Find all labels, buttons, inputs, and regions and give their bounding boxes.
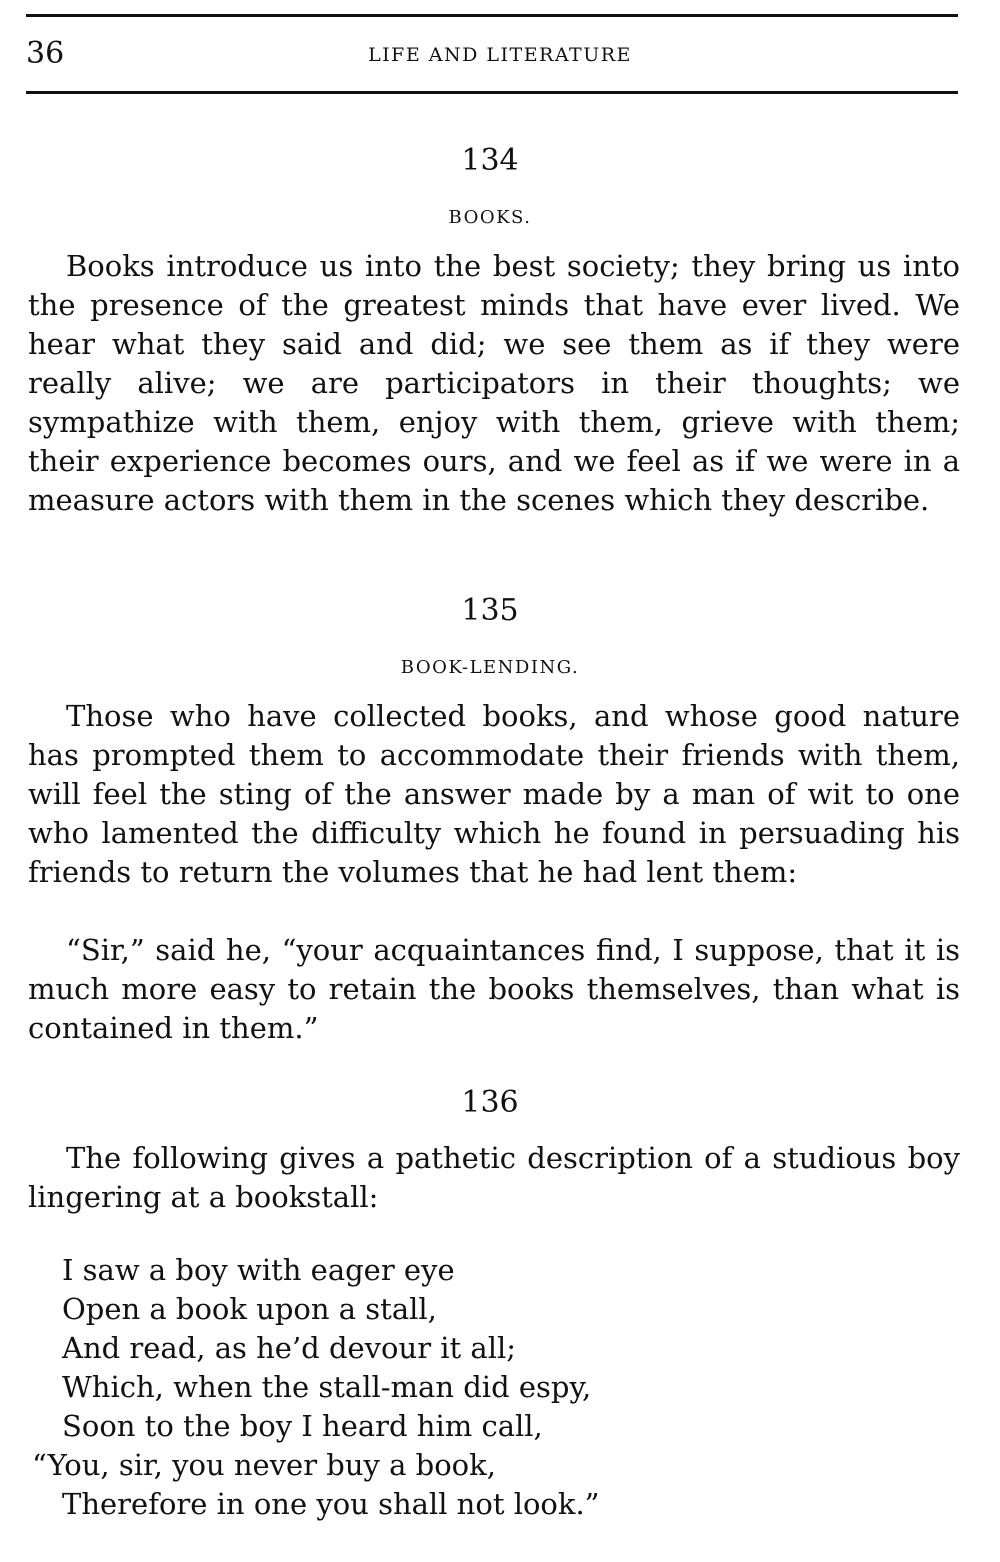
poem-line: I saw a boy with eager eye (62, 1253, 455, 1287)
entry-title: BOOKS. (448, 207, 532, 228)
entry-title: BOOK-LENDING. (400, 657, 580, 678)
entry-paragraph: Books introduce us into the best society; they bring us into the presence of the greatest minds that have ever lived. We hear what they said and did; we see them as if they were really alive; we are participators in their thoughts; we sympathize with them, enjoy with them, grieve with them; their experience becomes ours, and we feel as if we were in a measure actors with them in the scenes which they describe. (28, 249, 960, 517)
page-number: 36 (26, 36, 65, 71)
entry-number: 136 (461, 1085, 519, 1120)
entry-paragraph: The following gives a pathetic description of a studious boy lingering at a bookstall: (28, 1141, 960, 1214)
poem-line: Soon to the boy I heard him call, (62, 1409, 543, 1443)
header-top-rule (26, 14, 958, 17)
running-head: LIFE AND LITERATURE (368, 44, 632, 66)
poem-line: “You, sir, you never buy a book, (32, 1448, 496, 1482)
entry-number: 134 (461, 143, 519, 178)
poem-line: And read, as he’d devour it all; (62, 1331, 517, 1365)
header-bottom-rule (26, 91, 958, 94)
entry-number: 135 (461, 593, 519, 628)
poem-line: Open a book upon a stall, (62, 1292, 437, 1326)
poem-line: Therefore in one you shall not look.” (62, 1487, 600, 1521)
entry-paragraph: Those who have collected books, and whose good nature has prompted them to accommodate their friends with them, will feel the sting of the answer made by a man of wit to one who lamented the difficulty which he found in persuading his friends to return the volumes that he had lent them: (28, 699, 960, 889)
poem-line: Which, when the stall-man did espy, (62, 1370, 592, 1404)
entry-quote-paragraph: “Sir,” said he, “your acquaintances find, I suppose, that it is much more easy to retain the books themselves, than what is contained in them.” (28, 933, 960, 1045)
poem (28, 1251, 960, 1524)
